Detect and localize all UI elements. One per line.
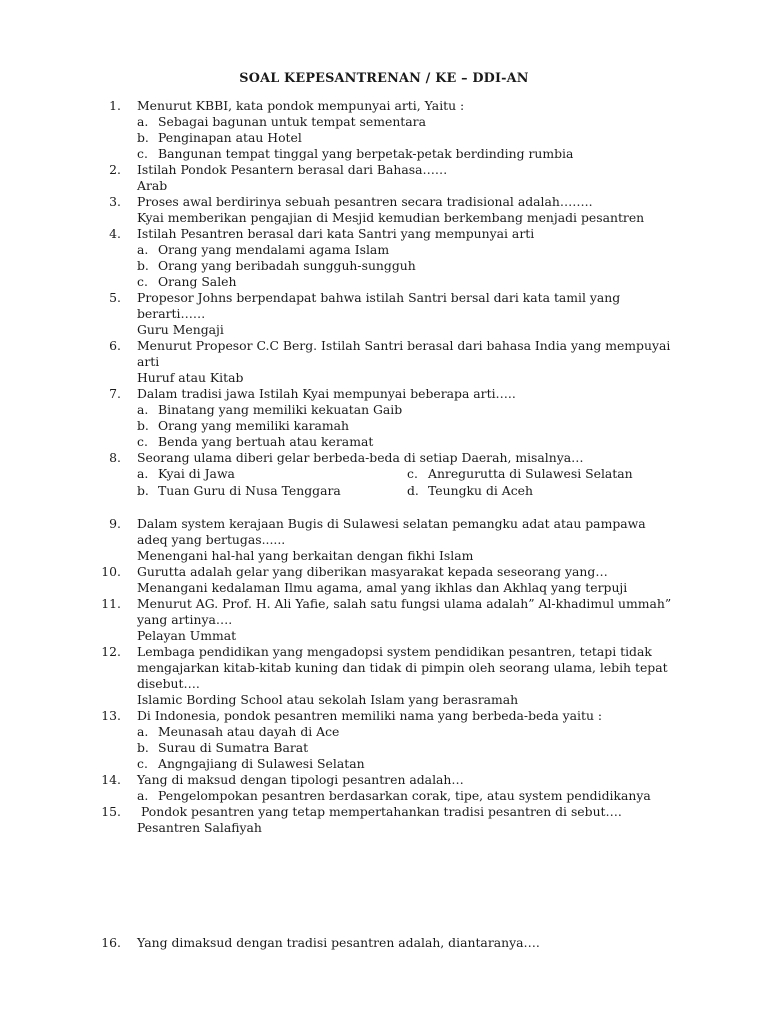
question-item [0, 708, 768, 724]
question-number: 8. [109, 450, 121, 465]
question-number: 13. [101, 708, 121, 723]
question-item [0, 194, 768, 210]
question-number: 14. [101, 772, 121, 787]
answer-text: Menangani kedalaman Ilmu agama, amal yang ikhlas dan Akhlaq yang terpuji [137, 580, 628, 595]
question-item [0, 450, 768, 466]
question-number: 3. [109, 194, 121, 209]
question-item [0, 516, 768, 548]
question-item [0, 290, 768, 322]
question-text: Menurut KBBI, kata pondok mempunyai arti, Yaitu : [137, 98, 465, 113]
question-list [0, 98, 768, 836]
option-text: Angngajiang di Sulawesi Selatan [158, 756, 365, 771]
question-number: 11. [101, 596, 121, 611]
answer-option [137, 114, 768, 130]
answer-option [137, 242, 768, 258]
option-text: Anregurutta di Sulawesi Selatan [428, 466, 633, 481]
option-text: Kyai di Jawa [158, 466, 235, 481]
question-text: Pondok pesantren yang tetap mempertahankan tradisi pesantren di sebut…. [137, 804, 622, 819]
question-item [0, 162, 768, 178]
option-text: Orang yang beribadah sungguh-sungguh [158, 258, 416, 273]
option-label: a. [137, 242, 149, 257]
question-item [0, 226, 768, 242]
answer-text: Guru Mengaji [137, 322, 224, 337]
option-text: Meunasah atau dayah di Ace [158, 724, 340, 739]
option-label: a. [137, 114, 149, 129]
answer-option [137, 483, 341, 499]
question-item [0, 596, 768, 628]
question-number: 6. [109, 338, 121, 353]
option-label: b. [137, 483, 149, 498]
option-label: b. [137, 130, 149, 145]
question-text: Gurutta adalah gelar yang diberikan masyarakat kepada seseorang yang… [137, 564, 608, 579]
option-text: Surau di Sumatra Barat [158, 740, 309, 755]
answer-text: Arab [137, 178, 168, 193]
answer-text: Menengani hal-hal yang berkaitan dengan fikhi Islam [137, 548, 474, 563]
answer-option [137, 756, 768, 772]
question-number: 2. [109, 162, 121, 177]
question-text: Yang dimaksud dengan tradisi pesantren adalah, diantaranya…. [137, 935, 540, 950]
answer-option [137, 466, 235, 482]
answer-option [137, 402, 768, 418]
question-number: 9. [109, 516, 121, 531]
answer-text: Islamic Bording School atau sekolah Islam yang berasramah [137, 692, 519, 707]
option-label: a. [137, 402, 149, 417]
answer-option [137, 724, 768, 740]
option-text: Pengelompokan pesantren berdasarkan corak, tipe, atau system pendidikanya [158, 788, 651, 803]
option-label: b. [137, 740, 149, 755]
question-number: 15. [101, 804, 121, 819]
option-label: c. [137, 146, 148, 161]
question-text: Lembaga pendidikan yang mengadopsi system pendidikan pesantren, tetapi tidak mengajarkan kitab-kitab kuning dan tidak di pimpin oleh seorang ulama, lebih tepat disebut…. [137, 644, 668, 691]
question-number: 16. [101, 935, 121, 950]
question-text: Menurut Propesor C.C Berg. Istilah Santri berasal dari bahasa India yang mempuyai arti [137, 338, 671, 369]
answer-option [137, 788, 768, 804]
question-item [0, 644, 768, 692]
answer-text: Pesantren Salafiyah [137, 820, 262, 835]
answer-option [137, 434, 768, 450]
answer-option-row [137, 466, 768, 483]
answer-option [407, 483, 533, 499]
answer-option [137, 146, 768, 162]
option-text: Teungku di Aceh [428, 483, 533, 498]
answer-option [137, 418, 768, 434]
option-text: Tuan Guru di Nusa Tenggara [158, 483, 341, 498]
option-text: Orang yang mendalami agama Islam [158, 242, 390, 257]
question-text: Dalam tradisi jawa Istilah Kyai mempunyai beberapa arti….. [137, 386, 516, 401]
question-text: Proses awal berdirinya sebuah pesantren secara tradisional adalah…….. [137, 194, 593, 209]
question-item [0, 564, 768, 580]
document-title: SOAL KEPESANTRENAN / KE – DDI-AN [239, 71, 529, 86]
question-text: Istilah Pesantren berasal dari kata Santri yang mempunyai arti [137, 226, 535, 241]
question-number: 5. [109, 290, 121, 305]
question-item [0, 338, 768, 370]
question-16 [0, 935, 768, 951]
answer-text: Pelayan Ummat [137, 628, 237, 643]
answer-text: Kyai memberikan pengajian di Mesjid kemudian berkembang menjadi pesantren [137, 210, 645, 225]
question-number: 1. [109, 98, 121, 113]
question-item [0, 386, 768, 402]
option-label: a. [137, 788, 149, 803]
question-text: Seorang ulama diberi gelar berbeda-beda di setiap Daerah, misalnya… [137, 450, 584, 465]
option-label: c. [137, 756, 148, 771]
option-text: Penginapan atau Hotel [158, 130, 302, 145]
option-text: Benda yang bertuah atau keramat [158, 434, 374, 449]
question-text: Di Indonesia, pondok pesantren memiliki nama yang berbeda-beda yaitu : [137, 708, 603, 723]
question-number: 12. [101, 644, 121, 659]
option-text: Orang yang memiliki karamah [158, 418, 350, 433]
question-text: Menurut AG. Prof. H. Ali Yafie, salah satu fungsi ulama adalah” Al-khadimul ummah” yang artinya…. [137, 596, 672, 627]
answer-option [137, 740, 768, 756]
question-text: Propesor Johns berpendapat bahwa istilah Santri bersal dari kata tamil yang berarti…… [137, 290, 621, 321]
question-number: 7. [109, 386, 121, 401]
question-item [0, 772, 768, 788]
option-label: b. [137, 418, 149, 433]
answer-option-row [137, 483, 768, 500]
option-text: Bangunan tempat tinggal yang berpetak-petak berdinding rumbia [158, 146, 574, 161]
option-label: d. [407, 483, 419, 498]
question-text: Istilah Pondok Pesantern berasal dari Bahasa…… [137, 162, 448, 177]
option-label: a. [137, 724, 149, 739]
option-label: c. [137, 274, 148, 289]
answer-option [137, 130, 768, 146]
question-text: Yang di maksud dengan tipologi pesantren adalah… [137, 772, 464, 787]
option-label: a. [137, 466, 149, 481]
answer-text: Huruf atau Kitab [137, 370, 244, 385]
question-item [0, 98, 768, 114]
option-label: c. [407, 466, 418, 481]
option-label: c. [137, 434, 148, 449]
question-number: 4. [109, 226, 121, 241]
answer-option [407, 466, 633, 482]
answer-option [137, 258, 768, 274]
option-text: Sebagai bagunan untuk tempat sementara [158, 114, 426, 129]
question-item [0, 804, 768, 820]
question-text: Dalam system kerajaan Bugis di Sulawesi selatan pemangku adat atau pampawa adeq yang bertugas...... [137, 516, 646, 547]
answer-option [137, 274, 768, 290]
option-text: Orang Saleh [158, 274, 237, 289]
option-label: b. [137, 258, 149, 273]
question-number: 10. [101, 564, 121, 579]
option-text: Binatang yang memiliki kekuatan Gaib [158, 402, 403, 417]
